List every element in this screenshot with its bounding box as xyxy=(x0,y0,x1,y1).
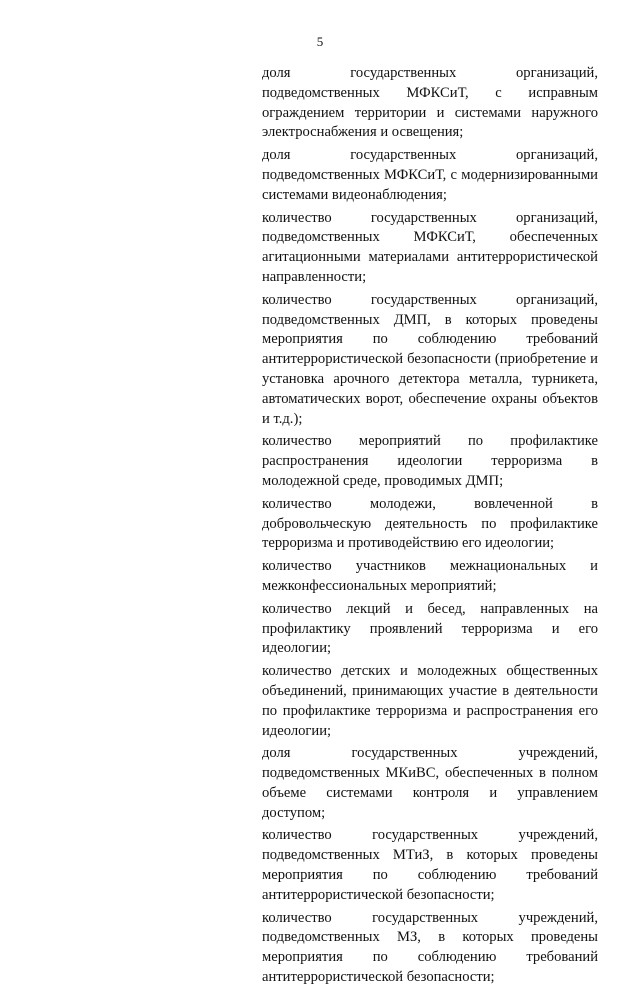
list-item: количество мероприятий по профилактике распространения идеологии терроризма в молодежной среде, проводимых ДМП; xyxy=(262,433,598,489)
document-body xyxy=(262,64,598,991)
page-number: 5 xyxy=(316,34,324,49)
list-item: количество государственных организаций, подведомственных ДМП, в которых проведены мероприятия по соблюдению требований антитеррористической безопасности (приобретение и установка арочного детектора металла, турникета, автоматических ворот, обеспечение охраны объектов и т.д.); xyxy=(262,291,598,427)
list-item: количество государственных учреждений, подведомственных МТиЗ, в которых проведены мероприятия по соблюдению требований антитеррористической безопасности; xyxy=(262,827,598,903)
list-item: доля государственных учреждений, подведомственных МКиВС, обеспеченных в полном объеме системами контроля и управлением доступом; xyxy=(262,745,598,821)
list-item: доля государственных организаций, подведомственных МФКСиТ, с исправным ограждением территории и системами наружного электроснабжения и освещения; xyxy=(262,65,598,141)
list-item: количество молодежи, вовлеченной в добровольческую деятельность по профилактике терроризма и противодействию его идеологии; xyxy=(262,495,598,552)
list-item: доля государственных организаций, подведомственных МФКСиТ, с модернизированными системами видеонаблюдения; xyxy=(262,147,598,203)
list-item: количество государственных организаций, подведомственных МФКСиТ, обеспеченных агитационными материалами антитеррористической направленности; xyxy=(262,209,598,285)
list-item: количество детских и молодежных общественных объединений, принимающих участие в деятельности по профилактике терроризма и распространения его идеологии; xyxy=(262,663,598,739)
list-item: количество лекций и бесед, направленных на профилактику проявлений терроризма и его идеологии; xyxy=(262,600,598,657)
list-item: количество участников межнациональных и межконфессиональных мероприятий; xyxy=(262,558,598,594)
list-item: количество государственных учреждений, подведомственных МЗ, в которых проведены мероприятия по соблюдению требований антитеррористической безопасности; xyxy=(262,909,598,986)
